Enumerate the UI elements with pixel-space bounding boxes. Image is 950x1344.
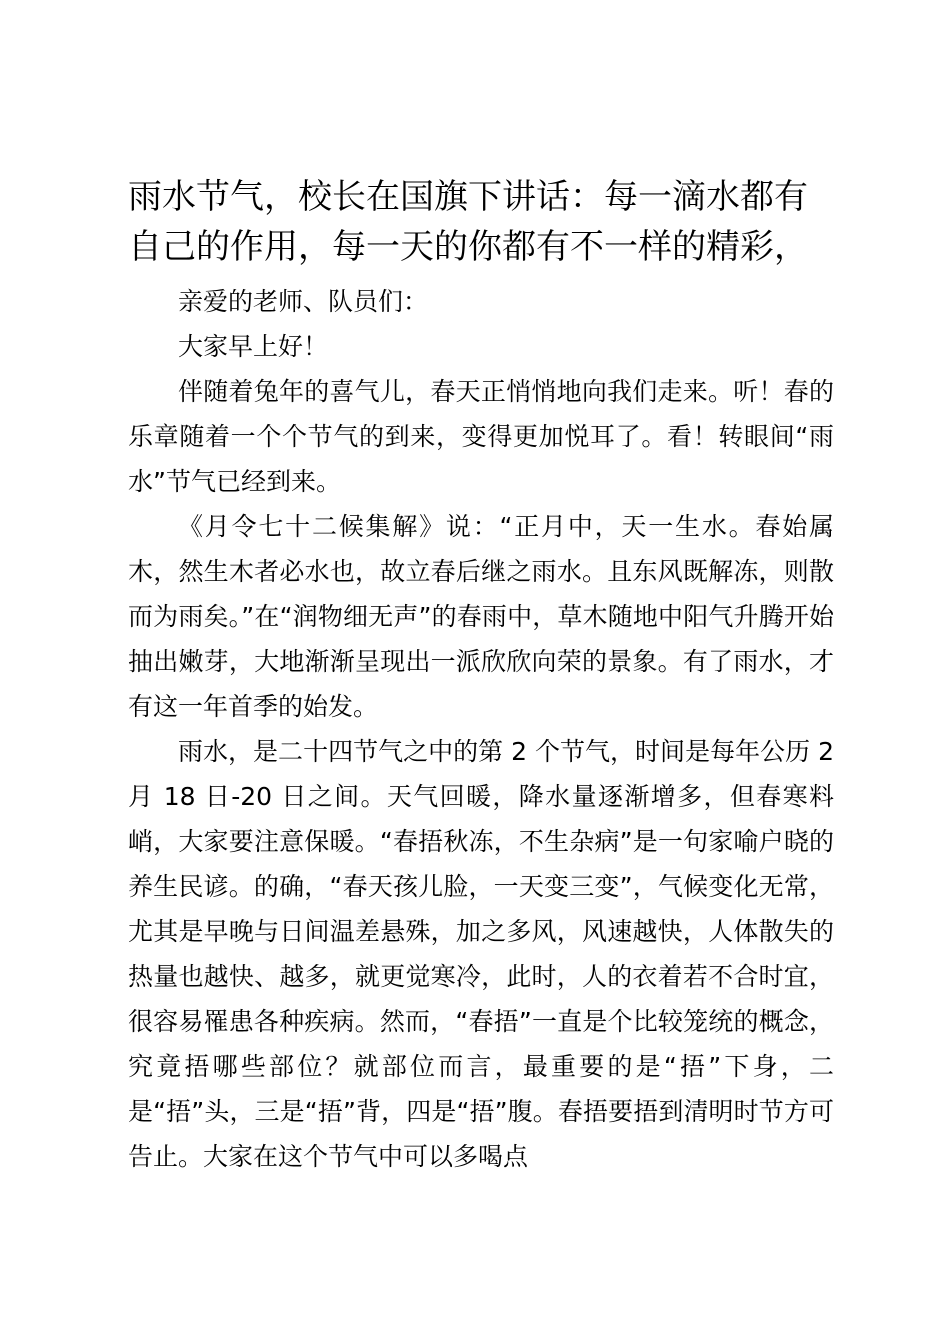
paragraph-spring-arrival: 伴随着兔年的喜气儿，春天正悄悄地向我们走来。听！春的乐章随着一个个节气的到来，变得更加悦耳了。看！转眼间“雨水”节气已经到来。 <box>128 377 834 496</box>
greeting: 大家早上好！ <box>178 332 329 361</box>
salutation: 亲爱的老师、队员们： <box>178 287 429 316</box>
paragraph-health-advice: 雨水，是二十四节气之中的第 2 个节气，时间是每年公历 2 月 18 日-20 日之间。天气回暖，降水量逐渐增多，但春寒料峭，大家要注意保暖。“春捂秋冻，不生杂病”是一句家喻户晓的养生民谚。的确，“春天孩儿脸，一天变三变”，气候变化无常，尤其是早晚与日间温差悬殊，加之多风，风速越快，人体散失的热量也越快、越多，就更觉寒冷，此时，人的衣着若不合时宜，很容易罹患各种疾病。然而，“春捂”一直是个比较笼统的概念，究竟捂哪些部位？就部位而言，最重要的是“捂”下身，二是“捂”头，三是“捂”背，四是“捂”腹。春捂要捂到清明时节方可告止。大家在这个节气中可以多喝点 <box>128 737 834 1171</box>
document-page <box>128 172 834 1179</box>
paragraph-classic-quote: 《月令七十二候集解》说：“正月中，天一生水。春始属木，然生木者必水也，故立春后继之雨水。且东风既解冻，则散而为雨矣。”在“润物细无声”的春雨中，草木随地中阳气升腾开始抽出嫩芽，大地渐渐呈现出一派欣欣向荣的景象。有了雨水，才有这一年首季的始发。 <box>128 512 834 721</box>
document-title: 雨水节气，校长在国旗下讲话：每一滴水都有自己的作用，每一天的你都有不一样的精彩， <box>128 177 808 267</box>
